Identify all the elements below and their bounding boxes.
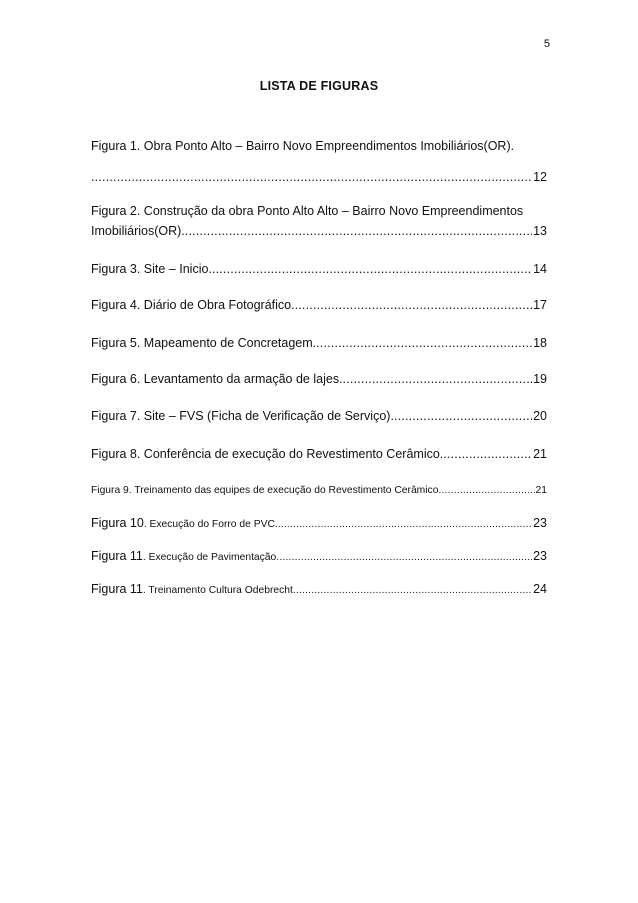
dot-leader — [316, 333, 532, 353]
figure-entry-title: Figura 6. Levantamento da armação de lajes. — [91, 372, 343, 386]
figure-entry-2[interactable] — [91, 201, 547, 221]
figure-entry-title: Figura 3. Site – Inicio. — [91, 262, 212, 276]
figure-entry-1[interactable] — [91, 136, 547, 156]
figure-entry-9[interactable] — [91, 481, 547, 501]
figure-entry-page: 21 — [533, 447, 547, 461]
figure-entry-5[interactable] — [91, 333, 547, 353]
figure-entry-title: Figura 1. Obra Ponto Alto – Bairro Novo Empreendimentos Imobiliários(OR). — [91, 139, 515, 153]
figure-entry-page: 14 — [533, 262, 547, 276]
dot-leader — [91, 167, 532, 187]
figure-entry-title: . Execução de Pavimentação — [142, 552, 277, 563]
figure-entry-page: 17 — [533, 298, 547, 312]
figure-entry-page: 19 — [533, 372, 547, 386]
figure-entry-page: 20 — [533, 409, 547, 423]
figure-entry-label: Figura 10 — [91, 516, 144, 530]
figure-entry-label: Figura 11 — [91, 582, 143, 596]
figure-entry-6[interactable] — [91, 369, 547, 389]
figure-entry-title-continuation: Imobiliários(OR). — [91, 224, 185, 238]
figure-entry-1-leader-line — [91, 167, 547, 187]
figure-entry-page: 23 — [533, 549, 547, 563]
dot-leader — [343, 369, 533, 389]
dot-leader — [394, 406, 532, 426]
figure-entry-11[interactable] — [91, 546, 547, 568]
figure-entry-8[interactable] — [91, 444, 547, 464]
figure-entry-12[interactable] — [91, 579, 547, 601]
dot-leader — [438, 481, 534, 501]
figure-entry-title: Figura 9. Treinamento das equipes de execução do Revestimento Cerâmico — [91, 485, 439, 496]
figure-entry-title: Figura 2. Construção da obra Ponto Alto Alto – Bairro Novo Empreendimentos — [91, 204, 524, 218]
figure-entry-page: 12 — [533, 170, 547, 184]
figure-entry-title: Figura 7. Site – FVS (Ficha de Verificação de Serviço). — [91, 409, 394, 423]
page-number: 5 — [543, 38, 550, 50]
figure-entry-4[interactable] — [91, 295, 547, 315]
figure-entry-page: 13 — [533, 224, 547, 238]
figure-entry-3[interactable] — [91, 259, 547, 279]
dot-leader — [443, 444, 532, 464]
figure-entry-title: . Execução do Forro de PVC. — [143, 519, 278, 530]
figure-entry-7[interactable] — [91, 406, 547, 426]
dot-leader — [278, 515, 532, 535]
dot-leader — [212, 259, 532, 279]
figure-entry-page: 21 — [535, 485, 547, 496]
figure-entry-10[interactable] — [91, 513, 547, 535]
figure-entry-title: . Treinamento Cultura Odebrecht — [142, 585, 293, 596]
dot-leader — [293, 581, 532, 601]
figure-entry-page: 18 — [533, 336, 547, 350]
figure-entry-page: 24 — [533, 582, 547, 596]
page-title: LISTA DE FIGURAS — [259, 79, 379, 93]
dot-leader — [185, 221, 532, 241]
figure-entry-title: Figura 5. Mapeamento de Concretagem. — [91, 336, 317, 350]
figure-entry-title: Figura 4. Diário de Obra Fotográfico. — [91, 298, 295, 312]
figure-entry-2-leader-line — [91, 221, 547, 241]
figure-entry-label: Figura 11 — [91, 549, 143, 563]
dot-leader — [295, 295, 533, 315]
dot-leader — [276, 548, 532, 568]
figure-entry-title: Figura 8. Conferência de execução do Revestimento Cerâmico. — [91, 447, 444, 461]
figure-entry-page: 23 — [533, 516, 547, 530]
